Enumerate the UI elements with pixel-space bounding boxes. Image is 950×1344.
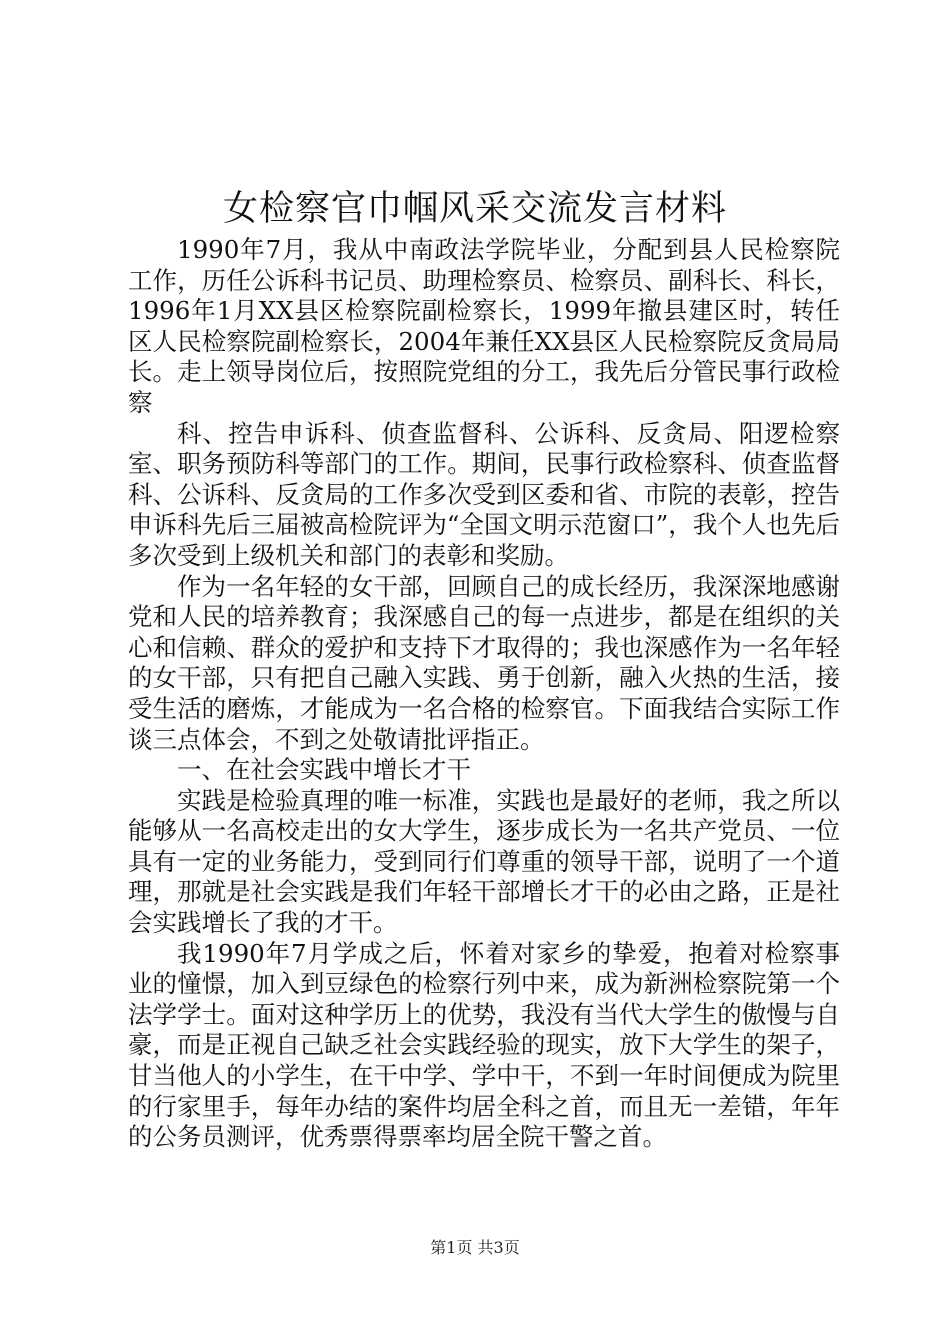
paragraph-practice: 实践是检验真理的唯一标准，实践也是最好的老师，我之所以能够从一名高校走出的女大学生，逐步成长为一名共产党员、一位具有一定的业务能力，受到同行们尊重的领导干部，说明了一个道理，那就是社会实践是我们年轻干部增长才干的必由之路，正是社会实践增长了我的才干。 <box>128 785 840 938</box>
paragraph-1990-graduation: 我1990年7月学成之后，怀着对家乡的挚爱，抱着对检察事业的憧憬，加入到豆绿色的检察行列中来，成为新洲检察院第一个法学学士。面对这种学历上的优势，我没有当代大学生的傲慢与自豪，而是正视自己缺乏社会实践经验的现实，放下大学生的架子，甘当他人的小学生，在干中学、学中干，不到一年时间便成为院里的行家里手，每年办结的案件均居全科之首，而且无一差错，年年的公务员测评，优秀票得票率均居全院干警之首。 <box>128 938 840 1152</box>
paragraph-career-history: 1990年7月，我从中南政法学院毕业，分配到县人民检察院工作，历任公诉科书记员、助理检察员、检察员、副科长、科长，1996年1月XX县区检察院副检察长，1999年撤县建区时，转任区人民检察院副检察长，2004年兼任XX县区人民检察院反贪局局长。走上领导岗位后，按照院党组的分工，我先后分管民事行政检察 <box>128 235 840 417</box>
paragraph-departments: 科、控告申诉科、侦查监督科、公诉科、反贪局、阳逻检察室、职务预防科等部门的工作。期间，民事行政检察科、侦查监督科、公诉科、反贪局的工作多次受到区委和省、市院的表彰，控告申诉科先后三届被高检院评为“全国文明示范窗口”，我个人也先后多次受到上级机关和部门的表彰和奖励。 <box>128 418 840 570</box>
document-title: 女检察官巾帼风采交流发言材料 <box>222 189 727 229</box>
page-number-footer: 第1页 共3页 <box>430 1238 520 1257</box>
document-body <box>128 235 840 1153</box>
section-heading-1: 一、在社会实践中增长才干 <box>177 755 471 785</box>
paragraph-reflection: 作为一名年轻的女干部，回顾自己的成长经历，我深深地感谢党和人民的培养教育；我深感自己的每一点进步，都是在组织的关心和信赖、群众的爱护和支持下才取得的；我也深感作为一名年轻的女干部，只有把自己融入实践、勇于创新，融入火热的生活，接受生活的磨炼，才能成为一名合格的检察官。下面我结合实际工作谈三点体会，不到之处敬请批评指正。 <box>128 571 840 754</box>
